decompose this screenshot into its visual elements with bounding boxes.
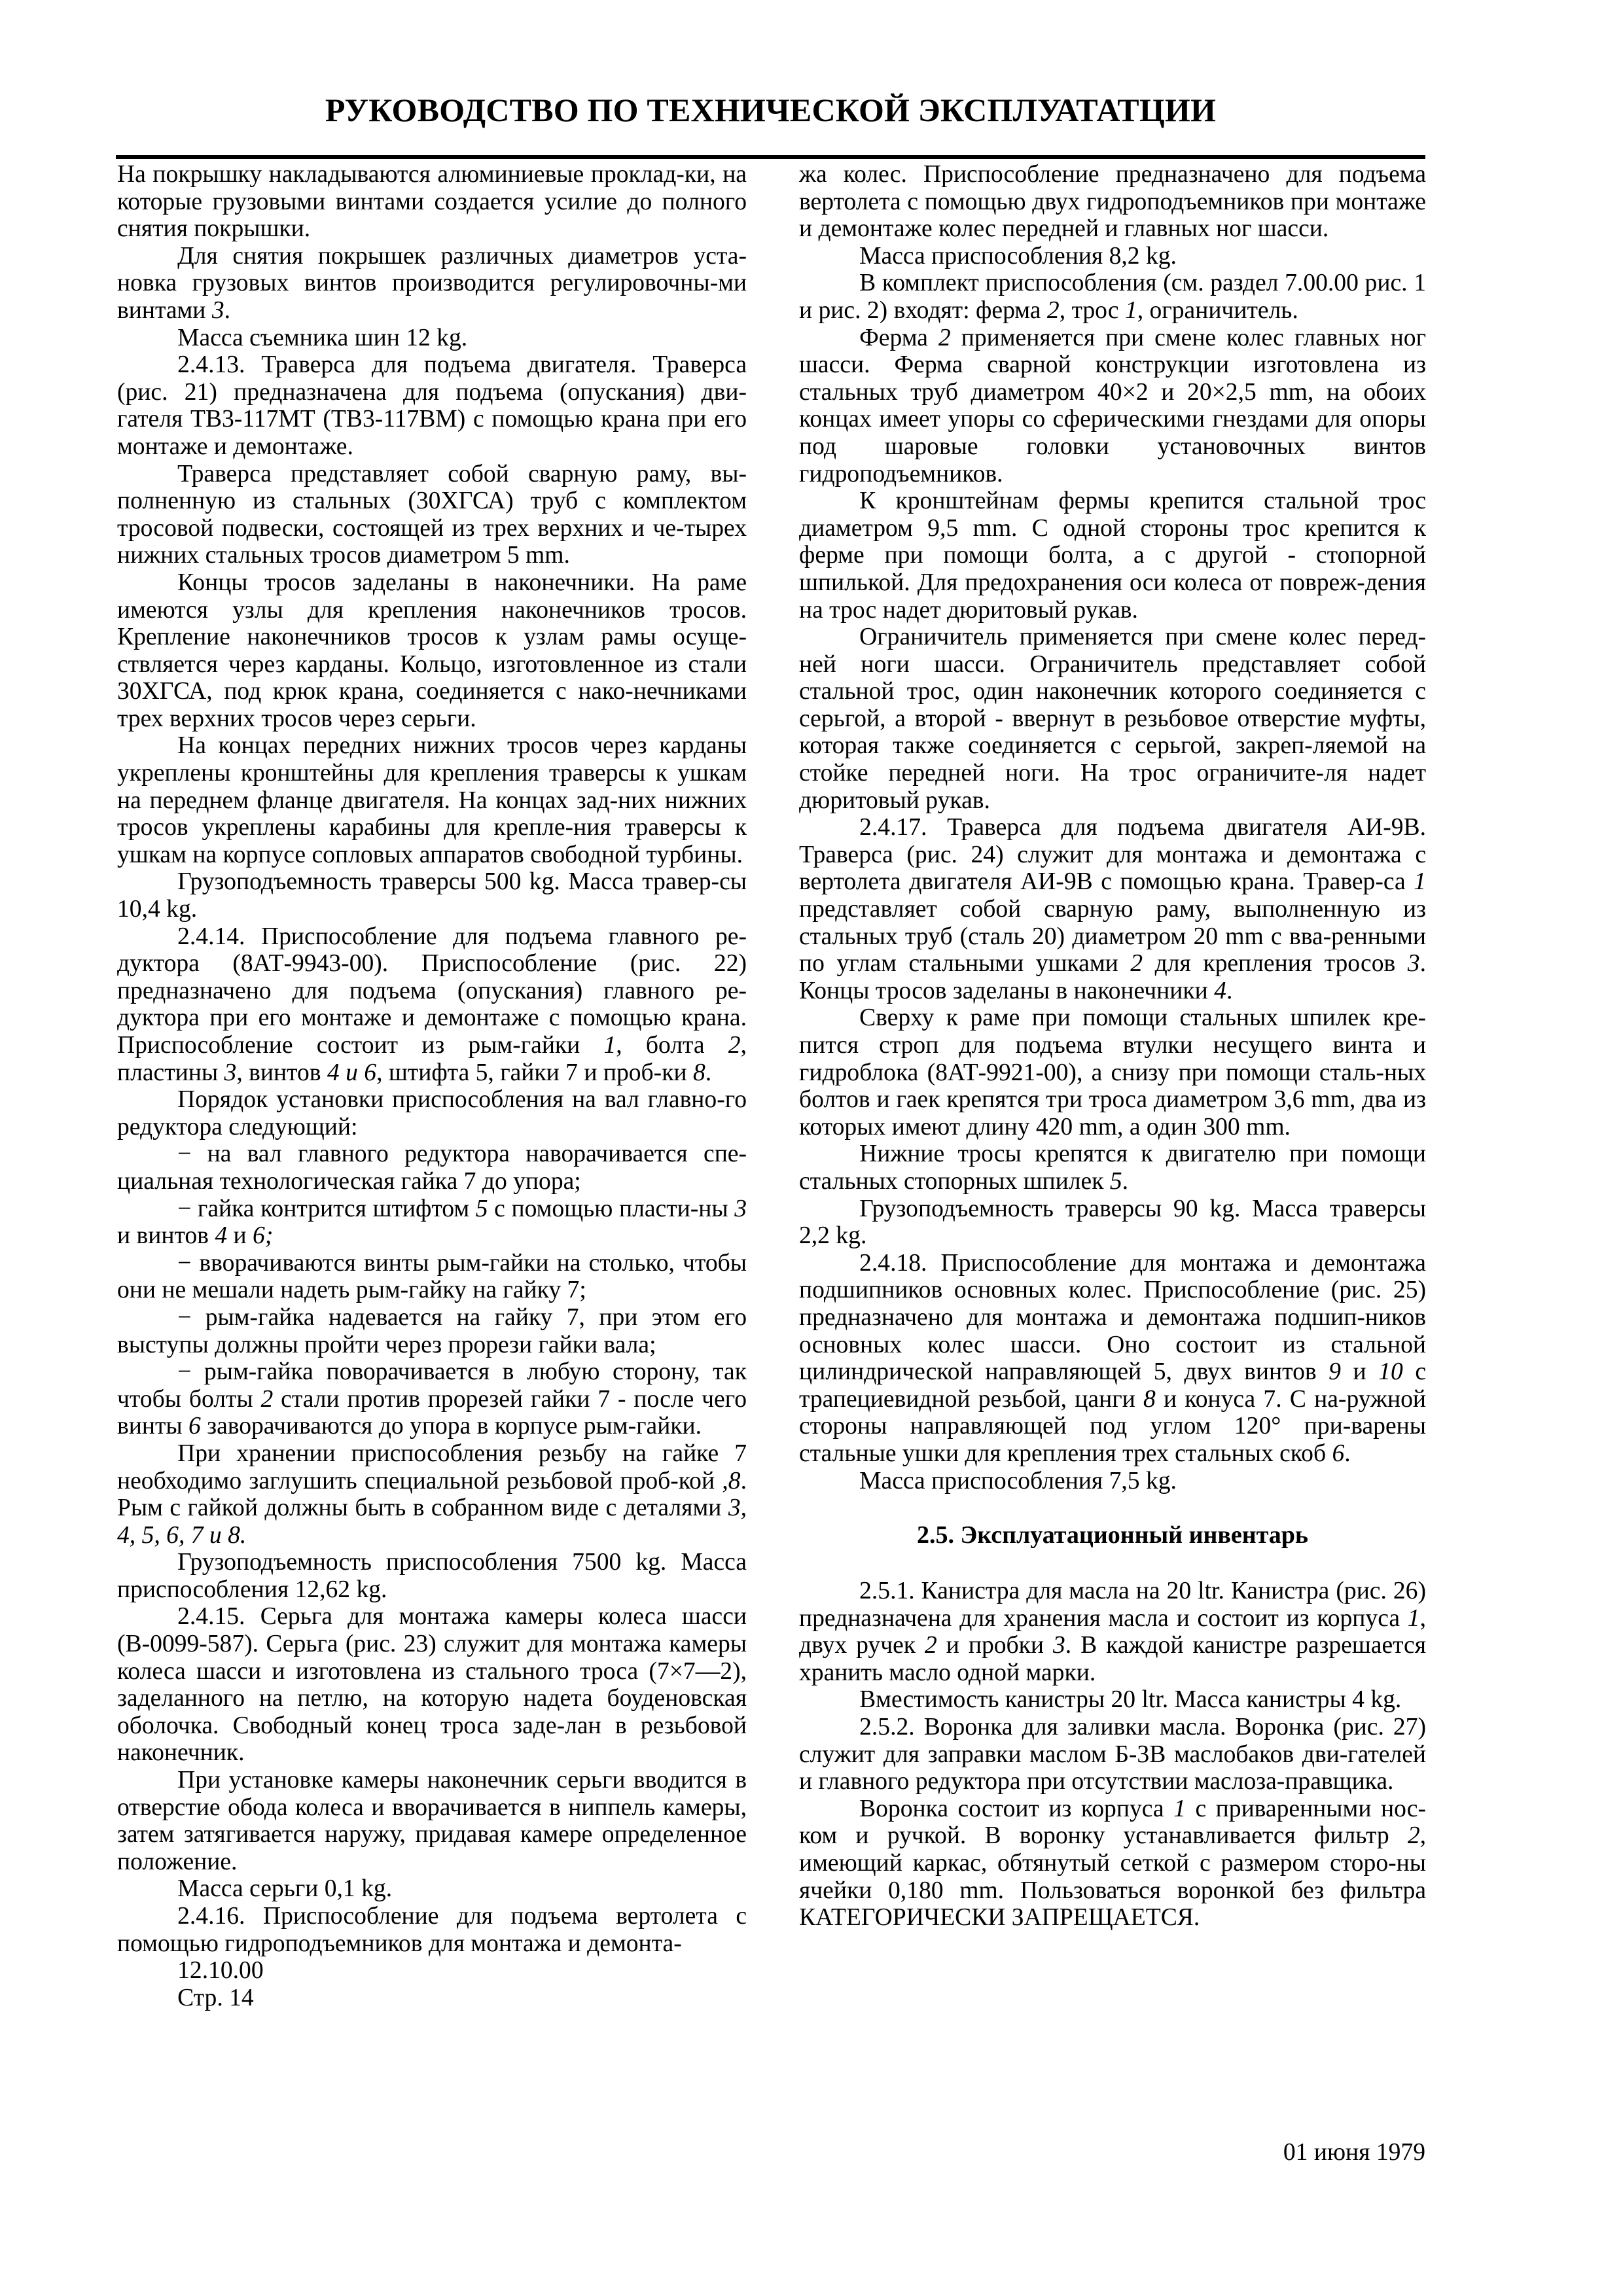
text-run: Воронка состоит из корпуса — [859, 1795, 1174, 1822]
paragraph: 2.4.16. Приспособление для подъема вертолета с помощью гидроподъемников для монтажа и демонта- — [117, 1903, 747, 1957]
paragraph: При установке камеры наконечник серьги вводится в отверстие обода колеса и вворачивается в ниппель камеры, затем затягивается наружу, придавая камере определенное положение. — [117, 1767, 747, 1875]
paragraph: Масса съемника шин 12 kg. — [177, 324, 468, 351]
right-column — [799, 161, 1426, 1932]
text-run: 2.4.14. Приспособление для подъема главного ре-дуктора (8АТ-9943-00). Приспособление (рис. 22) предназначено для подъема (опускания) главного ре-дуктора при его монтаже и демонтаже с помощью крана. Приспособление состоит из рым-гайки — [117, 923, 747, 1059]
paragraph: Траверса представляет собой сварную раму, вы-полненную из стальных (30ХГСА) труб с комплектом тросовой подвески, состоящей из трех верхних и че-тырех нижних стальных тросов диаметром 5 mm. — [117, 460, 747, 569]
figure-ref: 6 — [188, 1413, 201, 1440]
header-rule — [116, 155, 1425, 159]
text-run: 2.4.17. Траверса для подъема двигателя АИ-9В. Траверса (рис. 24) служит для монтажа и демонтажа с вертолета двигателя АИ-9В с помощью крана. Травер-са — [799, 814, 1426, 896]
figure-ref: 1 — [1124, 296, 1137, 324]
text-run: Нижние тросы крепятся к двигателю при помощи стальных стопорных шпилек — [799, 1140, 1426, 1195]
list-item: − вворачиваются винты рым-гайки на столько, чтобы они не мешали надеть рым-гайку на гайку 7; — [117, 1249, 747, 1304]
figure-ref: 2 — [1130, 950, 1143, 978]
figure-ref: 1 — [1414, 868, 1426, 896]
text-run: и конуса 7. С на-ружной стороны направляющей под углом 120° при-варены стальные ушки для крепления трех стальных скоб — [799, 1385, 1427, 1467]
paragraph — [799, 1250, 1426, 1468]
text-run: Для снятия покрышек различных диаметров уста-новка грузовых винтов производится регулировочны-ми винтами — [117, 242, 747, 324]
list-item: − рым-гайка надевается на гайку 7, при этом его выступы должны пройти через прорези гайки вала; — [117, 1303, 747, 1358]
text-run: , трос — [1059, 296, 1125, 324]
text-run: , штифта 5, гайки 7 и проб-ки — [376, 1059, 693, 1086]
paragraph: Сверху к раме при помощи стальных шпилек кре-пится строп для подъема втулки несущего винта и гидроблока (8АТ-9921-00), а снизу при помощи сталь-ных болтов и гаек крепятся три троса диаметром 3,6 mm, два из которых имеют длину 420 mm, а один 300 mm. — [799, 1004, 1426, 1140]
figure-ref: 4 и 6 — [327, 1059, 377, 1086]
text-run: применяется при смене колес главных ног шасси. Ферма сварной конструкции изготовлена из стальных труб диаметром 40×2 и 20×2,5 mm, на обоих концах имеет упоры со сферическими гнездами для опоры под шаровые головки установочных винтов гидроподъемников. — [799, 324, 1426, 487]
paragraph: Масса приспособления 7,5 kg. — [859, 1467, 1177, 1494]
paragraph: Масса приспособления 8,2 kg. — [859, 242, 1177, 270]
text-run: Ферма — [859, 324, 938, 351]
text-run: . Рым с гайкой должны быть в собранном виде с деталями — [117, 1467, 747, 1522]
text-run: − гайка контрится штифтом — [177, 1195, 476, 1222]
text-run: При хранении приспособления резьбу на гайке 7 необходимо заглушить специальной резьбовой проб-кой , — [117, 1439, 747, 1494]
figure-ref: 2 — [1046, 296, 1060, 324]
paragraph — [117, 1440, 747, 1549]
figure-ref: 3 — [224, 1059, 237, 1086]
figure-ref: 5 — [1109, 1167, 1122, 1195]
page-title: РУКОВОДСТВО ПО ТЕХНИЧЕСКОЙ ЭКСПЛУАТАТЦИИ — [325, 92, 1217, 128]
paragraph: Масса серьги 0,1 kg. — [177, 1875, 393, 1903]
figure-ref: 3 — [734, 1195, 747, 1222]
figure-ref: 4 — [1214, 977, 1226, 1004]
paragraph — [799, 325, 1426, 488]
list-item — [117, 1195, 747, 1250]
paragraph: На покрышку накладываются алюминиевые проклад-ки, на которые грузовыми винтами создается усилие до полного снятия покрышки. — [117, 161, 747, 243]
figure-ref: 8 — [692, 1059, 705, 1086]
text-run: . В каждой канистре разрешается хранить масло одной марки. — [799, 1632, 1427, 1686]
paragraph: Грузоподъемность траверсы 500 kg. Масса травер-сы 10,4 kg. — [117, 868, 747, 923]
paragraph: Грузоподъемность приспособления 7500 kg. Масса приспособления 12,62 kg. — [117, 1549, 747, 1603]
paragraph — [117, 243, 747, 325]
paragraph — [117, 923, 747, 1087]
list-item — [117, 1358, 747, 1440]
paragraph — [799, 1578, 1426, 1686]
figure-ref: 9 — [1329, 1358, 1341, 1386]
figure-ref: 2 — [925, 1632, 937, 1659]
text-run: , двух ручек — [799, 1604, 1426, 1659]
text-run: . Концы тросов заделаны в наконечники — [799, 950, 1426, 1004]
text-run: и винтов — [117, 1222, 215, 1250]
figure-ref: 6 — [1332, 1439, 1345, 1467]
figure-ref: 8 — [1143, 1385, 1156, 1413]
paragraph — [799, 1795, 1426, 1932]
figure-ref: 3, 4, 5, 6, 7 и 8. — [117, 1494, 747, 1549]
figure-ref: 5 — [475, 1195, 488, 1222]
paragraph: 2.5.2. Воронка для заливки масла. Воронка (рис. 27) служит для заправки маслом Б-3В маслобаков дви-гателей и главного редуктора при отсутствии маслоза-правщика. — [799, 1714, 1426, 1795]
figure-ref: 4 — [215, 1222, 228, 1250]
paragraph: 2.4.13. Траверса для подъема двигателя. Траверса (рис. 21) предназначена для подъема (опускания) дви-гателя ТВ3-117МТ (ТВ3-117ВМ) с помощью крана при его монтаже и демонтаже. — [117, 351, 747, 460]
figure-ref: 2, — [1407, 1822, 1426, 1850]
figure-ref: 8 — [728, 1467, 741, 1494]
footer-doc-code: 12.10.00 — [177, 1957, 264, 1985]
text-run: и — [1340, 1358, 1379, 1386]
paragraph — [799, 270, 1426, 324]
paragraph: Концы тросов заделаны в наконечники. На раме имеются узлы для крепления наконечников тросов. Крепление наконечников тросов к узлам рамы осуще-ствляется через карданы. Кольцо, изготовленное из стали 30ХГСА, под крюк крана, соединяется с нако-нечниками трех верхних тросов через серьги. — [117, 569, 747, 732]
section-heading: 2.5. Эксплуатационный инвентарь — [916, 1521, 1309, 1549]
text-run: , пластины — [117, 1032, 747, 1086]
figure-ref: 10 — [1378, 1358, 1403, 1386]
figure-ref: 3 — [211, 296, 224, 324]
text-run: . — [1122, 1167, 1129, 1195]
paragraph: Ограничитель применяется при смене колес перед-ней ноги шасси. Ограничитель представляет собой стальной трос, один наконечник которого соединяется с серьгой, а второй - ввернут в резьбовое отверстие муфты, которая также соединяется с серьгой, закреп-ляемой на стойке передней ноги. На трос ограничите-ля надет дюритовый рукав. — [799, 624, 1426, 814]
text-run: . — [1344, 1439, 1351, 1467]
paragraph: На концах передних нижних тросов через карданы укреплены кронштейны для крепления траверсы к ушкам на переднем фланце двигателя. На концах зад-них нижних тросов укреплены карабины для крепле-ния траверсы к ушкам на корпусе сопловых аппаратов свободной турбины. — [117, 732, 747, 868]
figure-ref: 2 — [260, 1385, 274, 1413]
text-run: с помощью пласти-ны — [488, 1195, 735, 1222]
footer-page-number: Стр. 14 — [177, 1984, 254, 2011]
text-run: и пробки — [936, 1632, 1053, 1659]
text-run: 2.4.18. Приспособление для монтажа и демонтажа подшипников основных колес. Приспособление (рис. 25) предназначено для монтажа и демонтажа подшип-ников основных колес шасси. Оно состоит из стальной цилиндрической направляющей 5, двух винтов — [799, 1249, 1426, 1386]
figure-ref: 6; — [253, 1222, 274, 1250]
paragraph — [799, 1140, 1426, 1195]
footer-date: 01 июня 1979 — [1283, 2139, 1425, 2166]
text-run: имеющий каркас, обтянутый сеткой с размером сторо-ны ячейки 0,180 mm. Пользоваться воронкой без фильтра КАТЕГОРИЧЕСКИ ЗАПРЕЩАЕТСЯ. — [799, 1850, 1426, 1932]
paragraph: Вместимость канистры 20 ltr. Масса канистры 4 kg. — [859, 1686, 1402, 1714]
list-item: − на вал главного редуктора наворачивается спе-циальная технологическая гайка 7 до упора; — [117, 1140, 747, 1195]
text-run: и — [227, 1222, 253, 1250]
text-run: заворачиваются до упора в корпусе рым-гайки. — [200, 1413, 702, 1440]
left-column — [117, 161, 747, 2011]
text-run: с трапециевидной резьбой, цанги — [799, 1358, 1427, 1413]
text-run: для крепления тросов — [1143, 950, 1408, 978]
paragraph: жа колес. Приспособление предназначено для подъема вертолета с помощью двух гидроподъемников при монтаже и демонтаже колес передней и главных ног шасси. — [799, 161, 1426, 243]
text-run: стали против прорезей гайки 7 - после чего винты — [117, 1385, 747, 1440]
text-run: , ограничитель. — [1137, 296, 1298, 324]
text-run: В комплект приспособления (см. раздел 7.00.00 рис. 1 и рис. 2) входят: ферма — [799, 270, 1426, 324]
text-run: . — [224, 296, 231, 324]
figure-ref: 1 — [1407, 1604, 1420, 1632]
text-run: − рым-гайка поворачивается в любую сторону, так чтобы болты — [117, 1358, 747, 1413]
figure-ref: 3 — [1407, 950, 1420, 978]
paragraph: К кронштейнам фермы крепится стальной трос диаметром 9,5 mm. С одной стороны трос крепится к ферме при помощи болта, а с другой - стопорной шпилькой. Для предохранения оси колеса от повреж-дения на трос надет дюритовый рукав. — [799, 487, 1426, 624]
figure-ref: 2 — [938, 324, 951, 351]
paragraph: 2.4.15. Серьга для монтажа камеры колеса шасси (В-0099-587). Серьга (рис. 23) служит для монтажа камеры колеса шасси и изготовлена из стального троса (7×7—2), заделанного на петлю, на которую надета боуденовская оболочка. Свободный конец троса заде-лан в резьбовой наконечник. — [117, 1603, 747, 1767]
text-run: , винтов — [236, 1059, 327, 1086]
paragraph: Грузоподъемность траверсы 90 kg. Масса траверсы 2,2 kg. — [799, 1195, 1426, 1250]
figure-ref: 1 — [1173, 1795, 1186, 1822]
paragraph — [799, 814, 1426, 1004]
text-run: , болта — [616, 1032, 728, 1059]
text-run: . — [1226, 977, 1233, 1004]
paragraph: Порядок установки приспособления на вал главно-го редуктора следующий: — [117, 1086, 747, 1140]
figure-ref: 1 — [603, 1032, 616, 1059]
figure-ref: 2 — [728, 1032, 741, 1059]
text-run: с приваренными нос-ком и ручкой. В воронку устанавливается фильтр — [799, 1795, 1426, 1850]
figure-ref: 3 — [1053, 1632, 1065, 1659]
text-run: . — [705, 1059, 712, 1086]
text-run: 2.5.1. Канистра для масла на 20 ltr. Канистра (рис. 26) предназначена для хранения масла и состоит из корпуса — [799, 1578, 1426, 1632]
text-run: представляет собой сварную раму, выполненную из стальных труб (сталь 20) диаметром 20 mm с вва-ренными по углам стальными ушками — [799, 896, 1426, 978]
